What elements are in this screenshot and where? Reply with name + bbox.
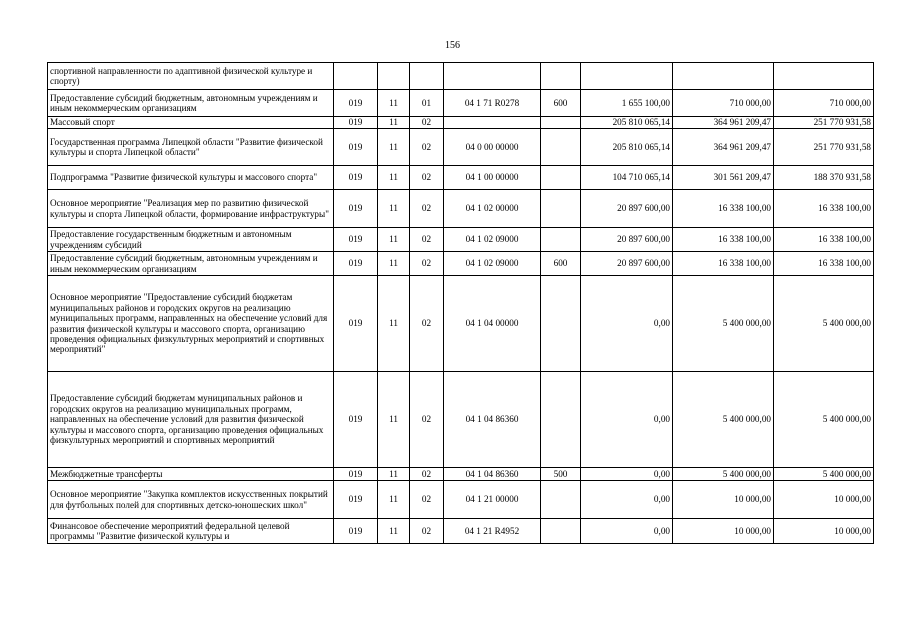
row-name: Предоставление субсидий бюджетам муниципальных районов и городских округов на реализацию муниципальных программ, направленных на обеспечение условий для развития физической культуры и массового спорта, организацию проведения официальных физкультурных мероприятий и спортивных мероприятий <box>48 372 334 468</box>
admin-code: 019 <box>334 372 378 468</box>
admin-code: 019 <box>334 276 378 372</box>
expense-type-code <box>541 117 581 129</box>
amount-year-3: 710 000,00 <box>774 90 874 117</box>
subsection-code: 02 <box>410 190 444 228</box>
table-row <box>48 252 874 276</box>
amount-year-2: 10 000,00 <box>673 481 774 519</box>
target-article-code: 04 1 00 00000 <box>444 166 541 190</box>
row-name: Финансовое обеспечение мероприятий федеральной целевой программы "Развитие физической культуры и <box>48 519 334 544</box>
amount-year-2: 364 961 209,47 <box>673 129 774 166</box>
target-article-code: 04 1 02 09000 <box>444 228 541 252</box>
amount-year-3: 10 000,00 <box>774 481 874 519</box>
amount-year-1: 104 710 065,14 <box>581 166 673 190</box>
section-code: 11 <box>378 468 410 481</box>
subsection-code: 02 <box>410 252 444 276</box>
amount-year-2: 16 338 100,00 <box>673 190 774 228</box>
amount-year-2: 301 561 209,47 <box>673 166 774 190</box>
row-name: Массовый спорт <box>48 117 334 129</box>
target-article-code: 04 1 04 00000 <box>444 276 541 372</box>
amount-year-2: 5 400 000,00 <box>673 468 774 481</box>
section-code: 11 <box>378 166 410 190</box>
table-row <box>48 63 874 90</box>
section-code <box>378 63 410 90</box>
target-article-code: 04 1 04 86360 <box>444 468 541 481</box>
amount-year-2 <box>673 63 774 90</box>
admin-code: 019 <box>334 228 378 252</box>
row-name: Подпрограмма "Развитие физической культуры и массового спорта" <box>48 166 334 190</box>
target-article-code <box>444 63 541 90</box>
admin-code: 019 <box>334 90 378 117</box>
section-code: 11 <box>378 252 410 276</box>
amount-year-2: 364 961 209,47 <box>673 117 774 129</box>
subsection-code <box>410 63 444 90</box>
subsection-code: 01 <box>410 90 444 117</box>
amount-year-2: 5 400 000,00 <box>673 372 774 468</box>
amount-year-1: 0,00 <box>581 372 673 468</box>
amount-year-3: 5 400 000,00 <box>774 372 874 468</box>
section-code: 11 <box>378 372 410 468</box>
admin-code: 019 <box>334 129 378 166</box>
table-row <box>48 481 874 519</box>
subsection-code: 02 <box>410 276 444 372</box>
expense-type-code: 600 <box>541 90 581 117</box>
section-code: 11 <box>378 190 410 228</box>
row-name: Предоставление субсидий бюджетным, автономным учреждениям и иным некоммерческим организациям <box>48 252 334 276</box>
amount-year-3: 5 400 000,00 <box>774 276 874 372</box>
subsection-code: 02 <box>410 468 444 481</box>
row-name: Предоставление государственным бюджетным и автономным учреждениям субсидий <box>48 228 334 252</box>
expense-type-code <box>541 276 581 372</box>
target-article-code: 04 1 21 00000 <box>444 481 541 519</box>
target-article-code: 04 1 02 00000 <box>444 190 541 228</box>
amount-year-1: 0,00 <box>581 481 673 519</box>
amount-year-3: 251 770 931,58 <box>774 129 874 166</box>
table-row <box>48 166 874 190</box>
section-code: 11 <box>378 228 410 252</box>
admin-code: 019 <box>334 252 378 276</box>
table-row <box>48 90 874 117</box>
expense-type-code: 600 <box>541 252 581 276</box>
subsection-code: 02 <box>410 166 444 190</box>
amount-year-3: 16 338 100,00 <box>774 228 874 252</box>
target-article-code: 04 0 00 00000 <box>444 129 541 166</box>
expense-type-code <box>541 228 581 252</box>
target-article-code <box>444 117 541 129</box>
amount-year-1: 0,00 <box>581 519 673 544</box>
table-row <box>48 468 874 481</box>
row-name: Межбюджетные трансферты <box>48 468 334 481</box>
subsection-code: 02 <box>410 372 444 468</box>
section-code: 11 <box>378 481 410 519</box>
amount-year-2: 16 338 100,00 <box>673 228 774 252</box>
amount-year-1: 0,00 <box>581 276 673 372</box>
amount-year-1 <box>581 63 673 90</box>
row-name: Основное мероприятие "Реализация мер по развитию физической культуры и спорта Липецкой области, формирование инфраструктуры" <box>48 190 334 228</box>
target-article-code: 04 1 71 R0278 <box>444 90 541 117</box>
subsection-code: 02 <box>410 129 444 166</box>
table-row <box>48 190 874 228</box>
amount-year-3: 5 400 000,00 <box>774 468 874 481</box>
page-number: 156 <box>445 40 460 51</box>
table-row <box>48 117 874 129</box>
amount-year-2: 5 400 000,00 <box>673 276 774 372</box>
amount-year-1: 20 897 600,00 <box>581 228 673 252</box>
expense-type-code <box>541 129 581 166</box>
target-article-code: 04 1 02 09000 <box>444 252 541 276</box>
section-code: 11 <box>378 117 410 129</box>
amount-year-2: 10 000,00 <box>673 519 774 544</box>
table-row <box>48 276 874 372</box>
table-row <box>48 228 874 252</box>
amount-year-3: 188 370 931,58 <box>774 166 874 190</box>
subsection-code: 02 <box>410 481 444 519</box>
expense-type-code <box>541 63 581 90</box>
amount-year-3: 10 000,00 <box>774 519 874 544</box>
amount-year-1: 0,00 <box>581 468 673 481</box>
row-name: Государственная программа Липецкой области "Развитие физической культуры и спорта Липецкой области" <box>48 129 334 166</box>
subsection-code: 02 <box>410 228 444 252</box>
row-name: спортивной направленности по адаптивной физической культуре и спорту) <box>48 63 334 90</box>
target-article-code: 04 1 04 86360 <box>444 372 541 468</box>
admin-code: 019 <box>334 190 378 228</box>
admin-code: 019 <box>334 166 378 190</box>
table-row <box>48 129 874 166</box>
amount-year-1: 20 897 600,00 <box>581 252 673 276</box>
subsection-code: 02 <box>410 519 444 544</box>
subsection-code: 02 <box>410 117 444 129</box>
budget-table-body <box>48 63 874 544</box>
expense-type-code <box>541 519 581 544</box>
amount-year-2: 710 000,00 <box>673 90 774 117</box>
amount-year-3: 251 770 931,58 <box>774 117 874 129</box>
amount-year-3: 16 338 100,00 <box>774 190 874 228</box>
amount-year-1: 20 897 600,00 <box>581 190 673 228</box>
admin-code: 019 <box>334 481 378 519</box>
section-code: 11 <box>378 276 410 372</box>
expense-type-code: 500 <box>541 468 581 481</box>
amount-year-1: 205 810 065,14 <box>581 117 673 129</box>
expense-type-code <box>541 481 581 519</box>
row-name: Предоставление субсидий бюджетным, автономным учреждениям и иным некоммерческим организациям <box>48 90 334 117</box>
section-code: 11 <box>378 519 410 544</box>
amount-year-3 <box>774 63 874 90</box>
amount-year-3: 16 338 100,00 <box>774 252 874 276</box>
section-code: 11 <box>378 90 410 117</box>
target-article-code: 04 1 21 R4952 <box>444 519 541 544</box>
admin-code: 019 <box>334 519 378 544</box>
budget-table <box>47 62 874 544</box>
admin-code: 019 <box>334 117 378 129</box>
amount-year-2: 16 338 100,00 <box>673 252 774 276</box>
table-row <box>48 372 874 468</box>
row-name: Основное мероприятие "Закупка комплектов искусственных покрытий для футбольных полей для спортивных детско-юношеских школ" <box>48 481 334 519</box>
amount-year-1: 205 810 065,14 <box>581 129 673 166</box>
expense-type-code <box>541 166 581 190</box>
expense-type-code <box>541 372 581 468</box>
row-name: Основное мероприятие "Предоставление субсидий бюджетам муниципальных районов и городских округов на реализацию муниципальных программ, направленных на обеспечение условий для развития физической культуры и массового спорта, организацию проведения официальных физкультурных мероприятий и спортивных мероприятий" <box>48 276 334 372</box>
admin-code <box>334 63 378 90</box>
expense-type-code <box>541 190 581 228</box>
admin-code: 019 <box>334 468 378 481</box>
section-code: 11 <box>378 129 410 166</box>
table-row <box>48 519 874 544</box>
amount-year-1: 1 655 100,00 <box>581 90 673 117</box>
